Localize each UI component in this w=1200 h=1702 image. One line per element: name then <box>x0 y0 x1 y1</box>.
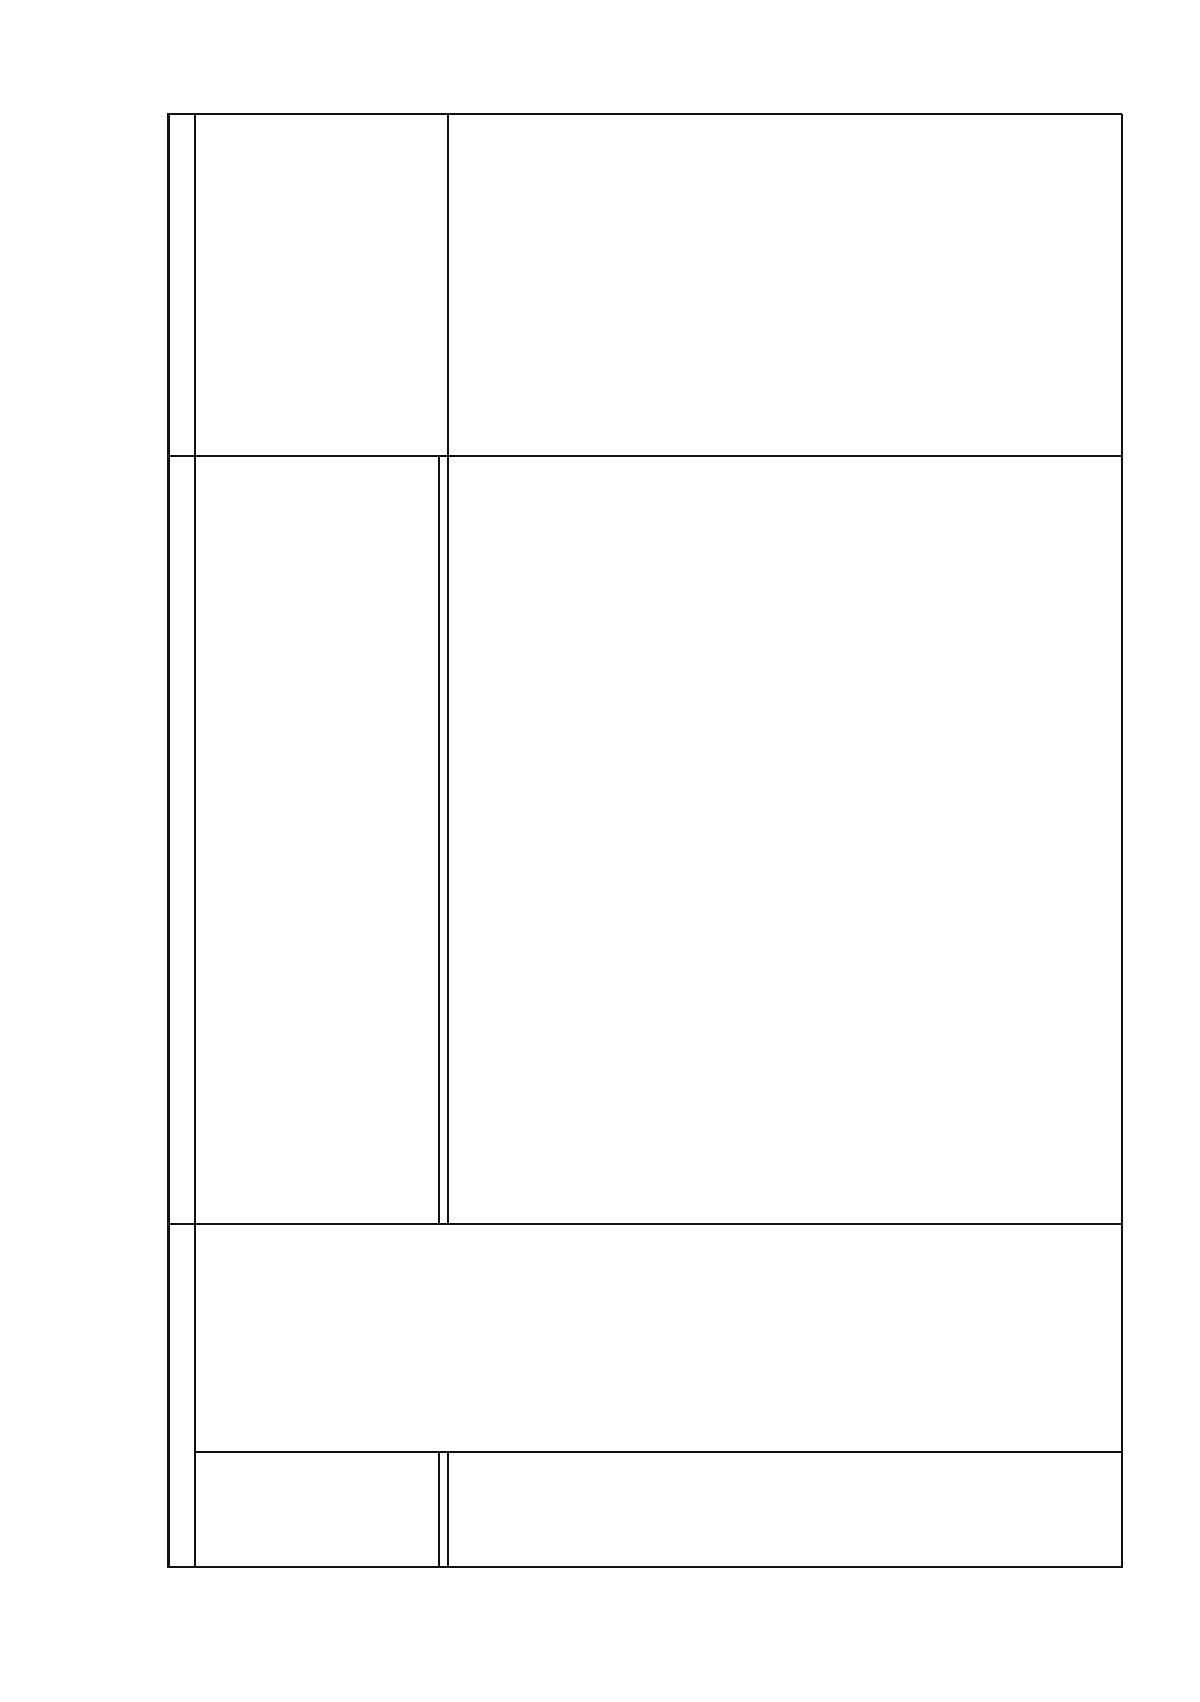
document-table <box>167 114 1122 1568</box>
header-col-1 <box>169 115 193 457</box>
table-border-left <box>167 1566 1122 1568</box>
table-border-right <box>167 113 1122 115</box>
table-col-divider <box>438 457 440 1225</box>
table-row-divider <box>167 1223 1122 1225</box>
table-row-divider <box>194 114 196 1568</box>
table-col-divider <box>447 114 449 1225</box>
table-border-bottom <box>1121 114 1123 1568</box>
table-col-divider <box>447 1453 449 1568</box>
table-row-divider <box>167 455 1122 457</box>
table-col-divider <box>438 1453 440 1568</box>
table-row-divider <box>194 1451 1122 1453</box>
